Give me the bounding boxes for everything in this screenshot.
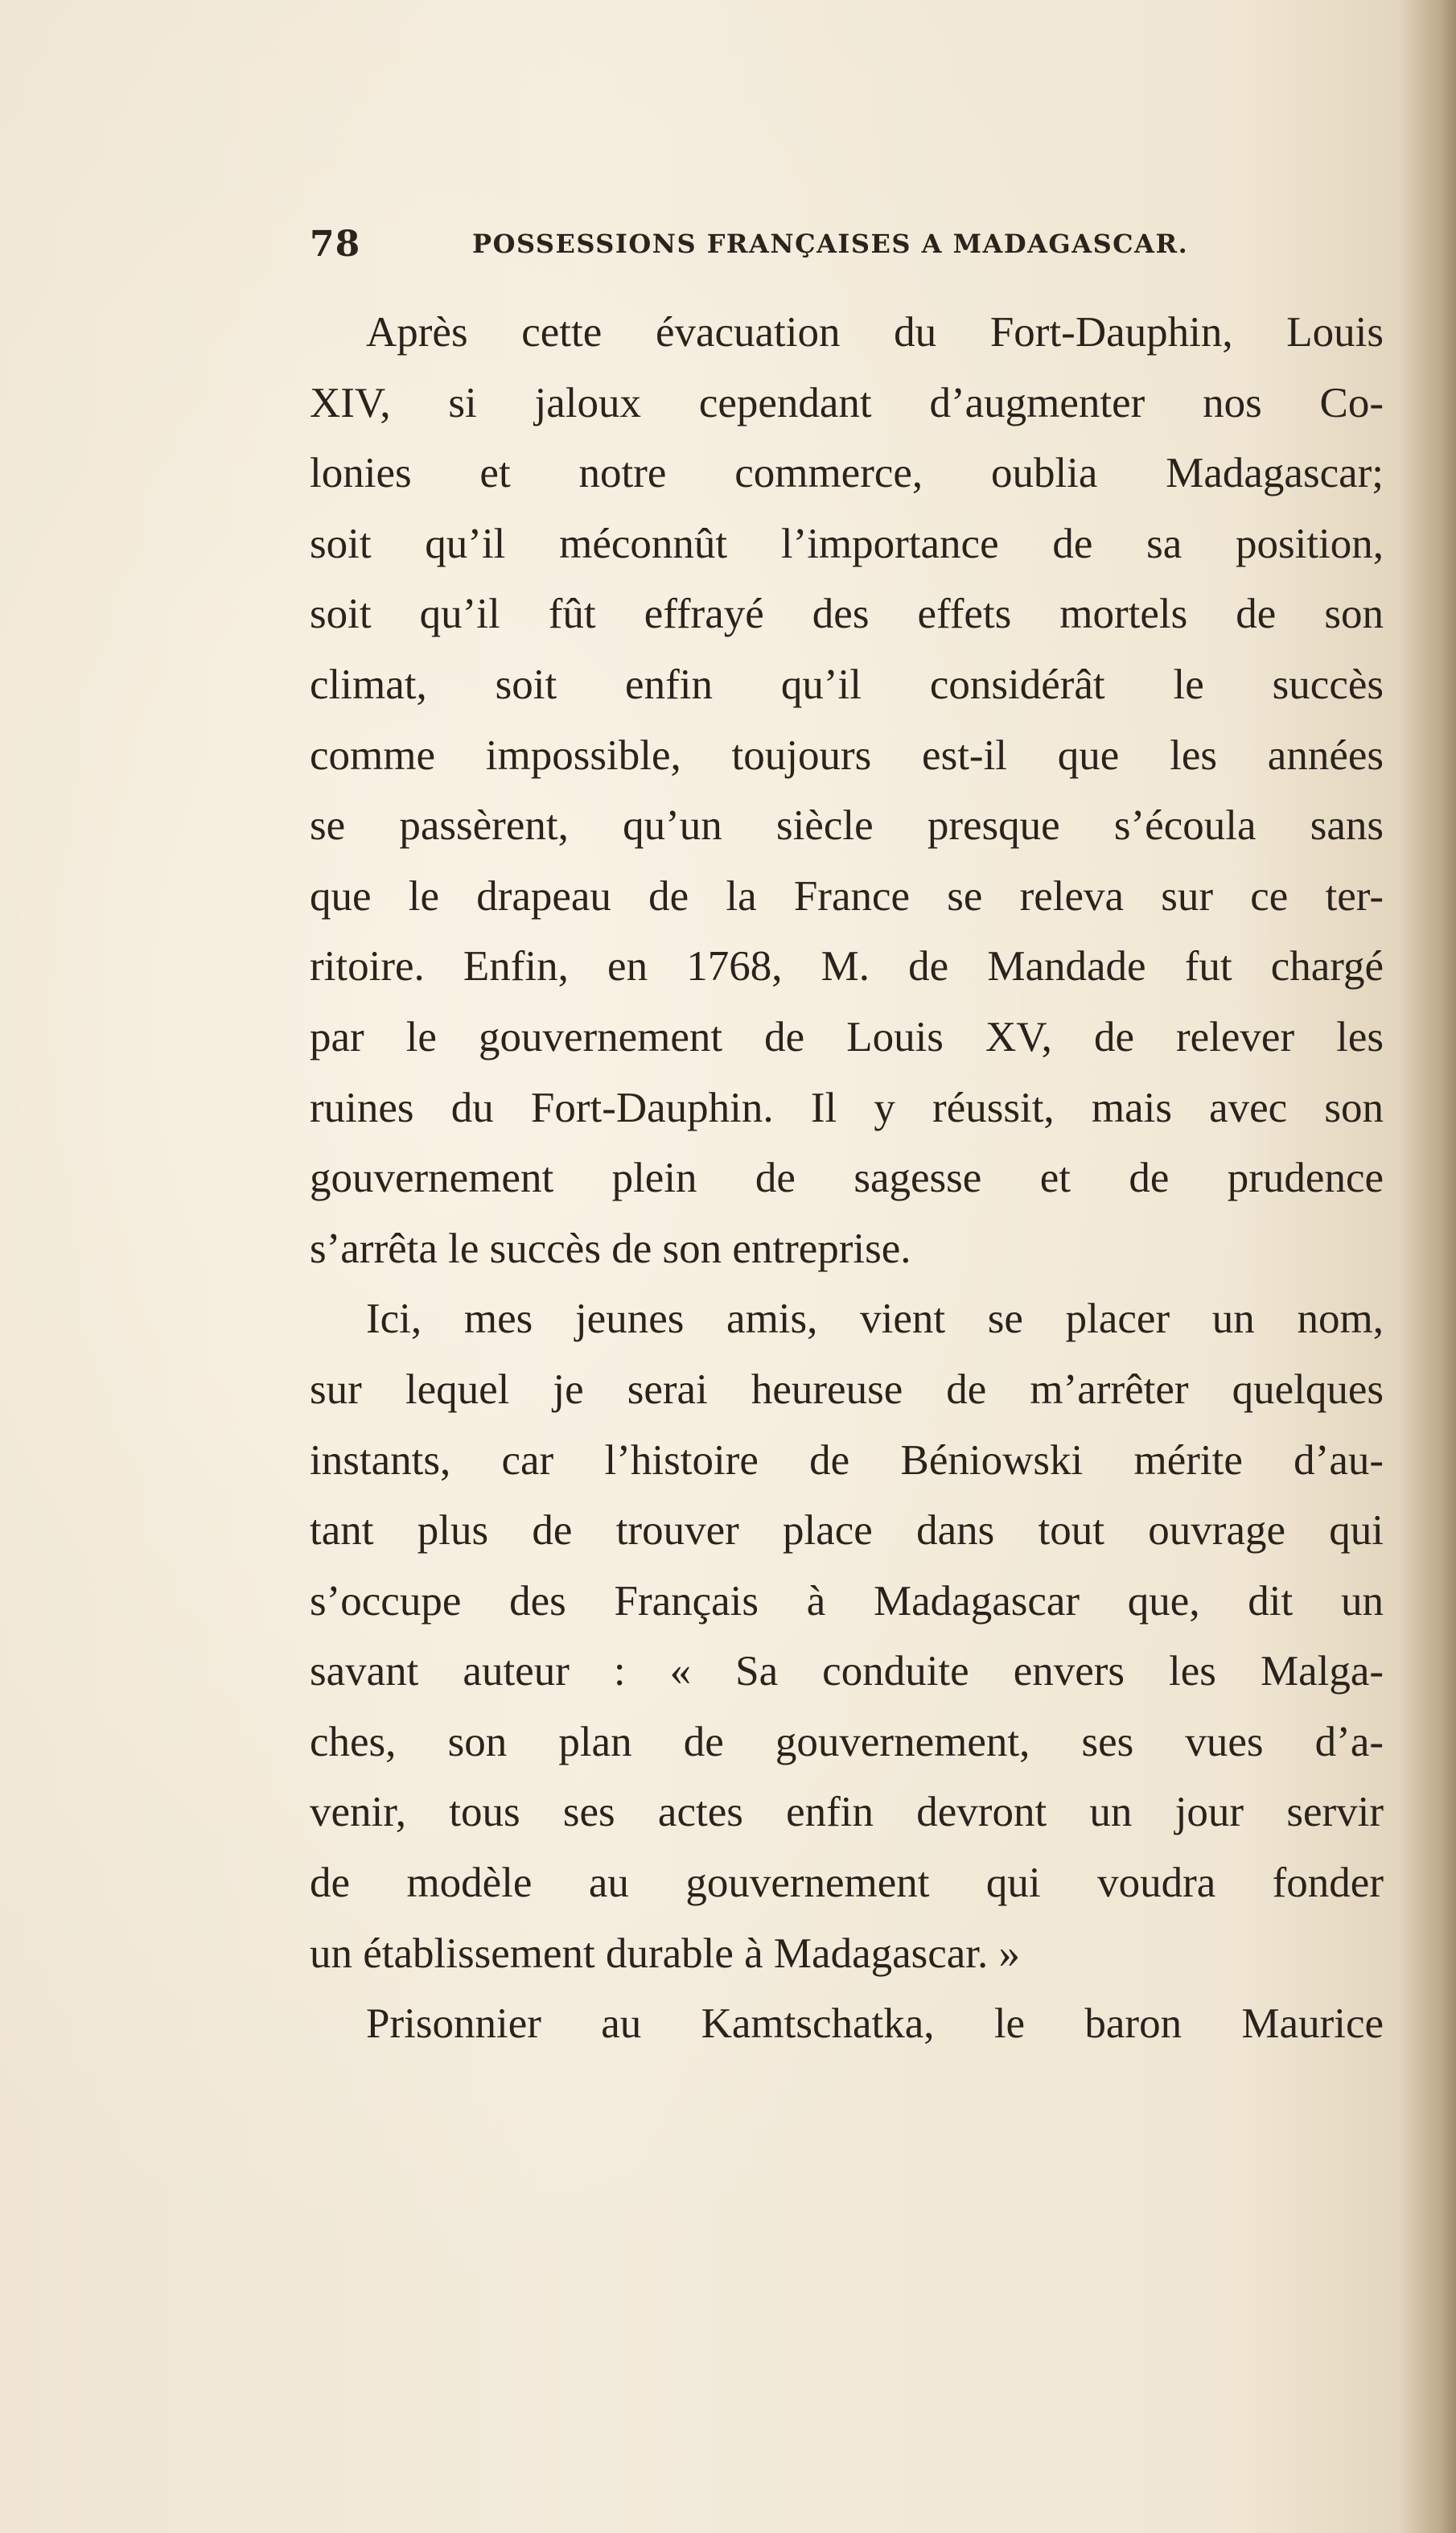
running-title: POSSESSIONS FRANÇAISES A MADAGASCAR. bbox=[472, 229, 1189, 259]
text-line: que le drapeau de la France se releva sur ce ter- bbox=[310, 872, 1384, 920]
page-number: 78 bbox=[310, 224, 361, 265]
text-line: sur lequel je serai heureuse de m’arrêter quelques bbox=[310, 1365, 1384, 1413]
text-line: soit qu’il fût effrayé des effets mortels de son bbox=[310, 591, 1384, 638]
text-line: Après cette évacuation du Fort-Dauphin, Louis bbox=[366, 309, 1384, 356]
text-line: ruines du Fort-Dauphin. Il y réussit, mais avec son bbox=[310, 1084, 1384, 1131]
text-line: Ici, mes jeunes amis, vient se placer un nom, bbox=[366, 1295, 1384, 1343]
text-line: Prisonnier au Kamtschatka, le baron Maurice bbox=[366, 2000, 1384, 2048]
text-line: savant auteur : « Sa conduite envers les Malga- bbox=[310, 1648, 1384, 1695]
text-line: par le gouvernement de Louis XV, de relever les bbox=[310, 1013, 1384, 1061]
page-edge-shadow bbox=[1400, 0, 1456, 2533]
text-line: ritoire. Enfin, en 1768, M. de Mandade fut chargé bbox=[310, 943, 1384, 991]
text-line: gouvernement plein de sagesse et de prudence bbox=[310, 1155, 1384, 1202]
text-line: climat, soit enfin qu’il considérât le succès bbox=[310, 661, 1384, 708]
text-line: instants, car l’histoire de Béniowski mérite d’au- bbox=[310, 1436, 1384, 1484]
text-line: lonies et notre commerce, oublia Madagascar; bbox=[310, 450, 1384, 497]
text-line: venir, tous ses actes enfin devront un jour servir bbox=[310, 1789, 1384, 1836]
text-line: soit qu’il méconnût l’importance de sa position, bbox=[310, 520, 1384, 567]
text-line: ches, son plan de gouvernement, ses vues d’a- bbox=[310, 1718, 1384, 1765]
text-line: de modèle au gouvernement qui voudra fonder bbox=[310, 1860, 1384, 1907]
text-line: un établissement durable à Madagascar. » bbox=[310, 1930, 1021, 1977]
text-line: se passèrent, qu’un siècle presque s’écoula sans bbox=[310, 802, 1384, 850]
page-header bbox=[310, 224, 1388, 272]
text-line: comme impossible, toujours est-il que les années bbox=[310, 731, 1384, 779]
text-line: s’occupe des Français à Madagascar que, dit un bbox=[310, 1577, 1384, 1625]
text-line: tant plus de trouver place dans tout ouvrage qui bbox=[310, 1507, 1384, 1555]
body-text bbox=[310, 298, 1384, 2060]
text-line: s’arrêta le succès de son entreprise. bbox=[310, 1225, 911, 1272]
text-line: XIV, si jaloux cependant d’augmenter nos Co- bbox=[310, 379, 1384, 426]
